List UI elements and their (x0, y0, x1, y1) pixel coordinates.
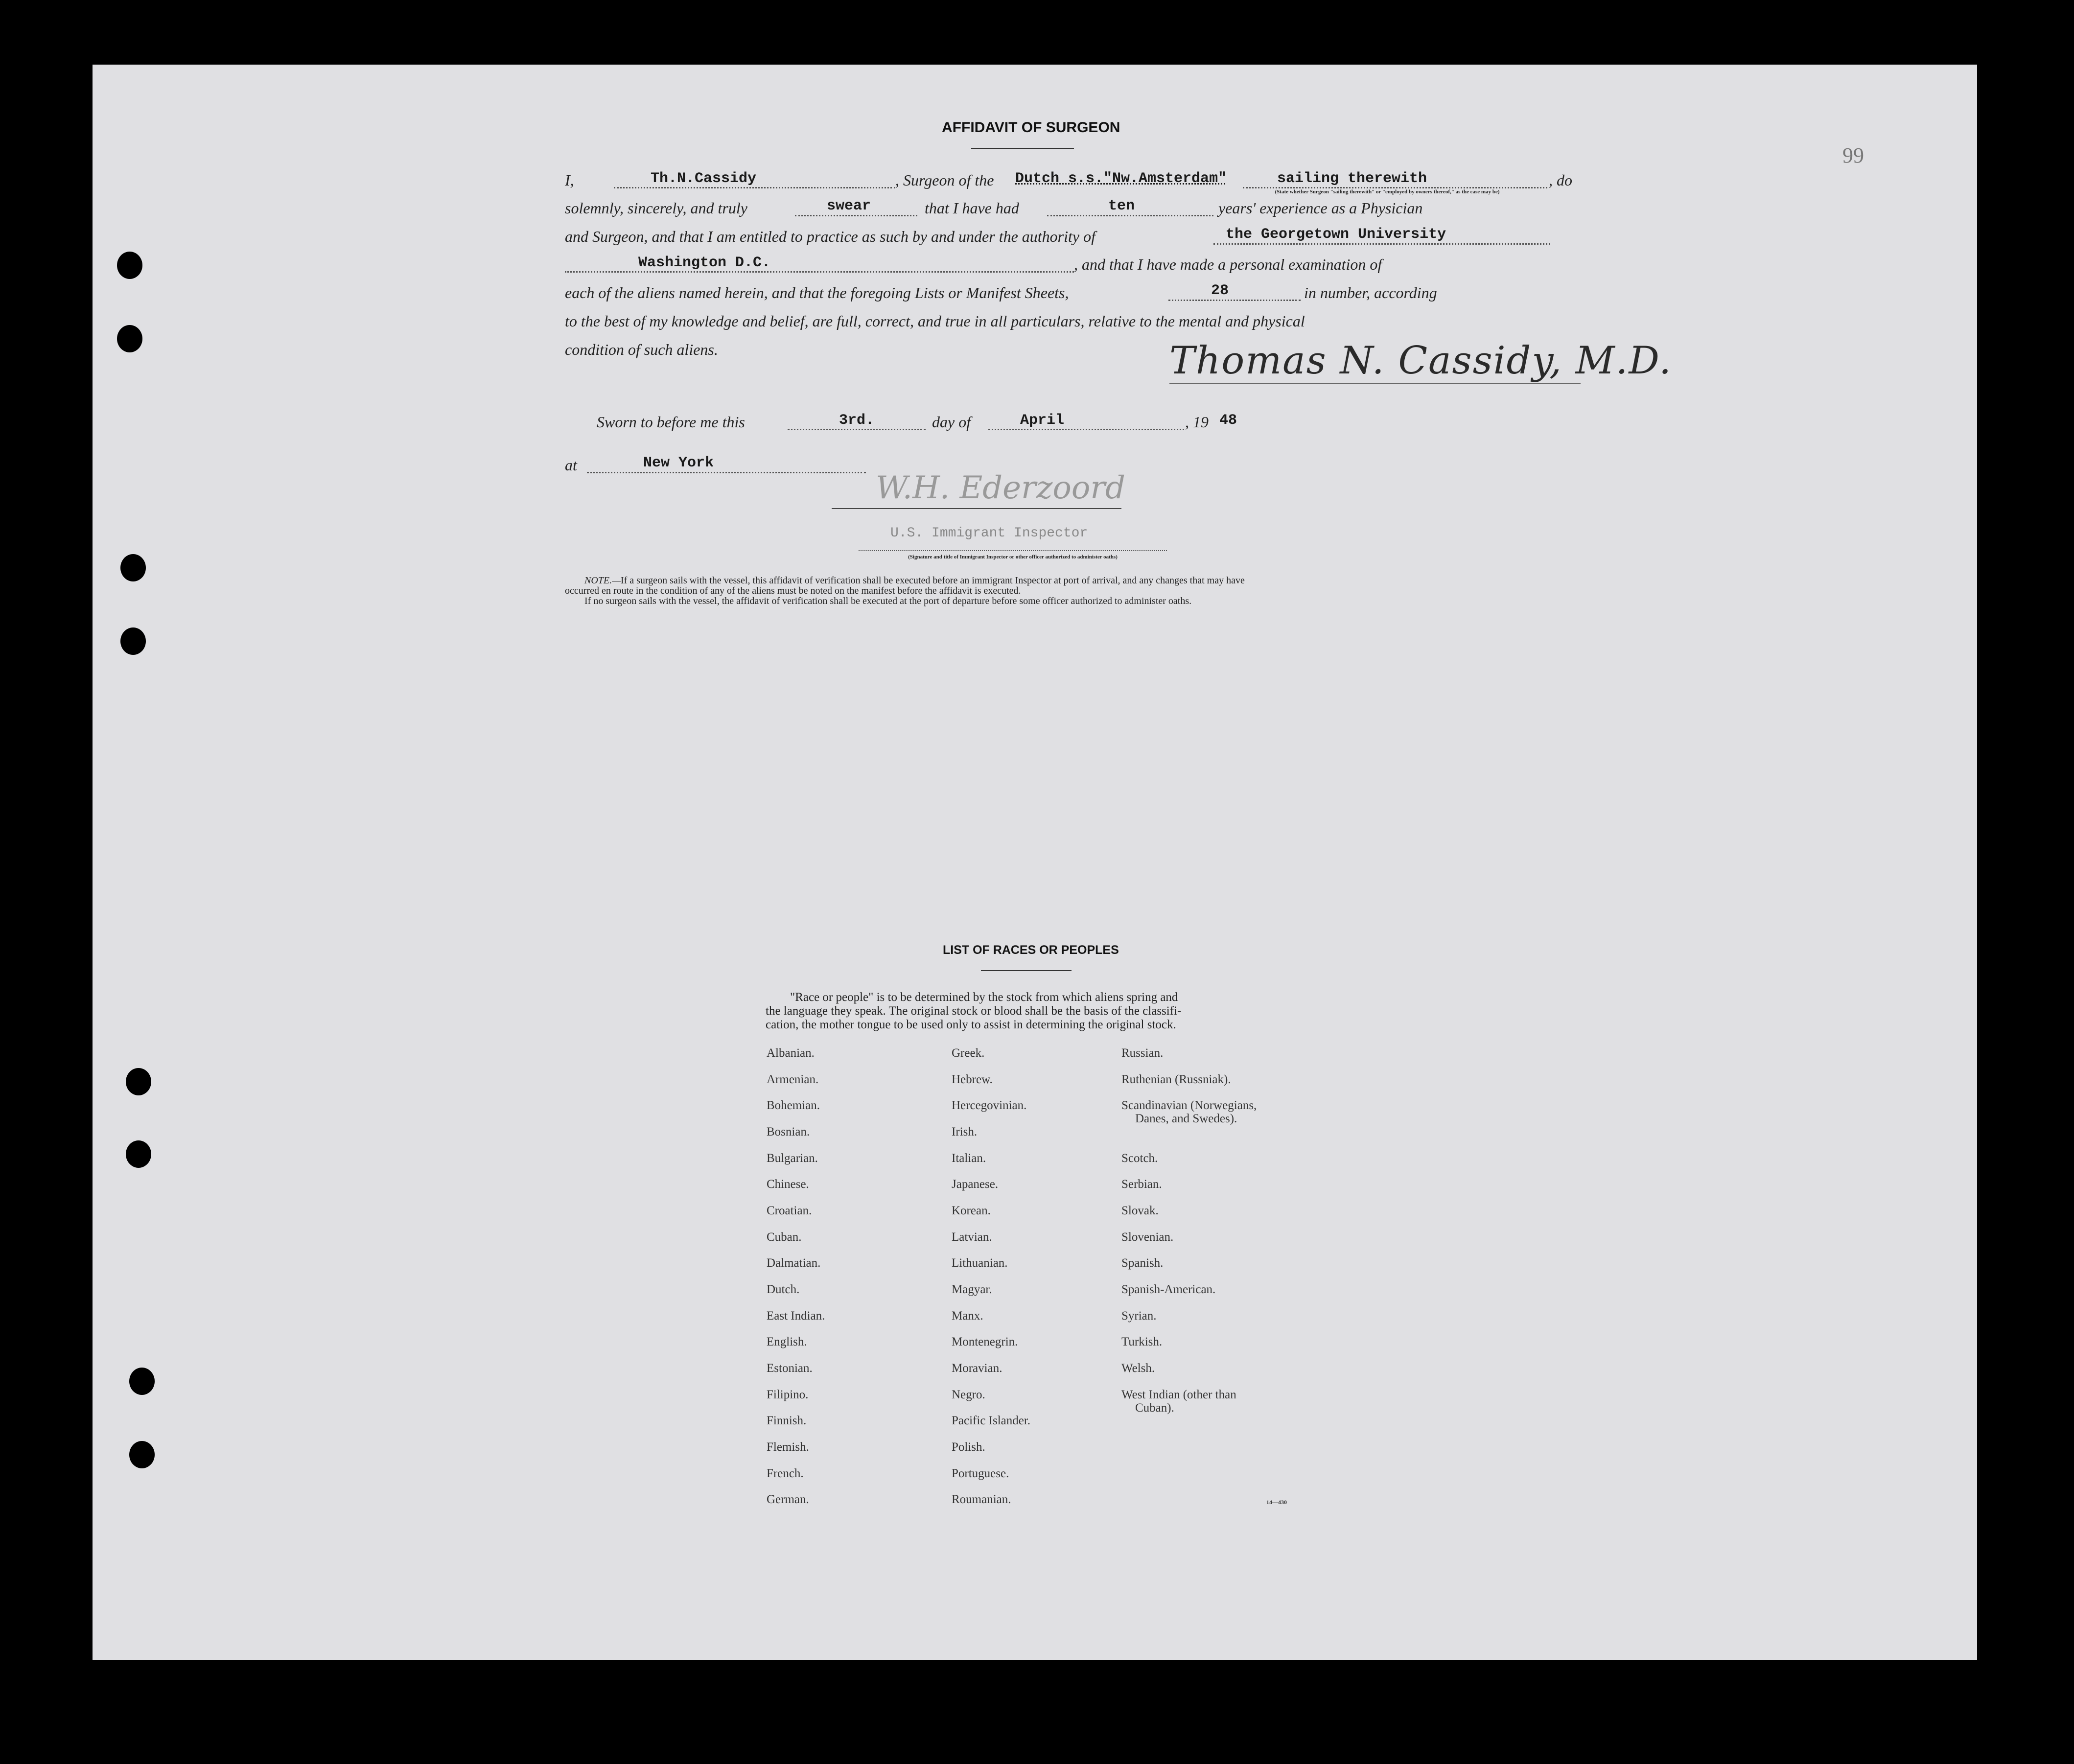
location: New York (643, 455, 714, 471)
note-line-3: If no surgeon sails with the vessel, the affidavit of verification shall be executed at the port of departure before some officer authorized to administer oaths. (584, 596, 1192, 606)
fill-line (1047, 215, 1213, 216)
punch-hole (126, 1068, 151, 1095)
race-item: English. (767, 1335, 807, 1348)
race-item: Portuguese. (952, 1467, 1009, 1480)
sworn-label: Sworn to before me this (597, 413, 745, 431)
races-intro-line-1: "Race or people" is to be determined by the stock from which aliens spring and (790, 991, 1178, 1004)
page-number: 99 (1842, 143, 1864, 167)
year-prefix: , 19 (1185, 413, 1209, 431)
do-label: , do (1549, 171, 1572, 189)
punch-hole (120, 554, 146, 581)
race-item: Croatian. (767, 1204, 812, 1217)
race-item: Montenegrin. (952, 1335, 1018, 1348)
race-item: Scotch. (1121, 1152, 1158, 1165)
line3-text: and Surgeon, and that I am entitled to practice as such by and under the authority of (565, 228, 1095, 245)
line5-end: in number, according (1304, 284, 1437, 302)
oath-word: swear (827, 198, 871, 214)
line5-start: each of the aliens named herein, and that the foregoing Lists or Manifest Sheets, (565, 284, 1069, 302)
fill-line (1168, 300, 1301, 301)
at-label: at (565, 456, 577, 474)
race-item: Lithuanian. (952, 1256, 1008, 1270)
punch-hole (117, 325, 142, 352)
races-intro-line-2: the language they speak. The original stock or blood shall be the basis of the classifi- (766, 1004, 1182, 1018)
race-item: Bohemian. (767, 1099, 820, 1112)
race-item: Hebrew. (952, 1073, 993, 1086)
race-item: Latvian. (952, 1230, 992, 1244)
race-item: West Indian (other than (1121, 1388, 1236, 1401)
punch-hole (129, 1441, 155, 1468)
fill-line (788, 429, 926, 430)
race-item: Italian. (952, 1152, 986, 1165)
line4-end: , and that I have made a personal examination of (1074, 255, 1382, 273)
fill-line (614, 187, 895, 188)
race-item: French. (767, 1467, 804, 1480)
authority: the Georgetown University (1226, 226, 1446, 243)
punch-hole (129, 1368, 155, 1395)
race-item: Bulgarian. (767, 1152, 818, 1165)
race-item: Chinese. (767, 1178, 809, 1191)
races-title-underline (981, 970, 1072, 971)
i-label: I, (565, 171, 574, 189)
race-item: Turkish. (1121, 1335, 1163, 1348)
race-item: Pacific Islander. (952, 1414, 1031, 1427)
authority-continued: Washington D.C. (638, 255, 771, 271)
form-number: 14—430 (1266, 1499, 1287, 1506)
years-experience: ten (1108, 198, 1135, 214)
fill-line (1243, 187, 1547, 188)
line7-text: condition of such aliens. (565, 341, 718, 358)
surgeon-capacity: sailing therewith (1277, 170, 1427, 187)
races-intro (766, 991, 1382, 1032)
race-item: East Indian. (767, 1309, 825, 1323)
race-item: Filipino. (767, 1388, 809, 1401)
line2-mid: that I have had (925, 199, 1019, 217)
ship-name: Dutch s.s."Nw.Amsterdam" (1015, 170, 1227, 187)
race-item: Cuban. (767, 1230, 802, 1244)
race-item: Japanese. (952, 1178, 999, 1191)
fill-line (587, 472, 866, 473)
capacity-note: (State whether Surgeon "sailing therewith" or "employed by owners thereof," as the case may be) (1275, 189, 1500, 195)
race-item: Hercegovinian. (952, 1099, 1027, 1112)
race-item: Moravian. (952, 1362, 1002, 1375)
sheets-count: 28 (1211, 282, 1229, 299)
race-item: Slovak. (1121, 1204, 1159, 1217)
inspector-note: (Signature and title of Immigrant Inspector or other officer authorized to administer oaths) (908, 554, 1118, 560)
races-intro-line-3: cation, the mother tongue to be used only to assist in determining the original stock. (766, 1018, 1176, 1031)
fill-line (565, 271, 1074, 273)
race-item: Roumanian. (952, 1493, 1011, 1506)
race-item: Bosnian. (767, 1125, 810, 1138)
surgeon-signature: Thomas N. Cassidy, M.D. (1169, 339, 1672, 383)
race-item: Ruthenian (Russniak). (1121, 1073, 1231, 1086)
fill-line (1213, 243, 1550, 245)
race-item: Slovenian. (1121, 1230, 1174, 1244)
fill-line (795, 215, 917, 216)
fill-line (988, 429, 1184, 430)
affidavit-title: AFFIDAVIT OF SURGEON (942, 119, 1120, 136)
inspector-signature-line (832, 508, 1121, 509)
signature-line (1169, 383, 1581, 384)
race-item: Dalmatian. (767, 1256, 821, 1270)
race-item: Estonian. (767, 1362, 813, 1375)
race-item: Scandinavian (Norwegians, (1121, 1099, 1257, 1112)
line2-end: years' experience as a Physician (1218, 199, 1423, 217)
race-item: Manx. (952, 1309, 983, 1323)
race-item: Spanish. (1121, 1256, 1164, 1270)
line2-start: solemnly, sincerely, and truly (565, 199, 747, 217)
note-lead: NOTE.— (584, 575, 621, 586)
race-item: Irish. (952, 1125, 978, 1138)
fill-line (859, 550, 1167, 551)
race-item: Welsh. (1121, 1362, 1155, 1375)
race-item: Negro. (952, 1388, 985, 1401)
race-item: Flemish. (767, 1440, 809, 1454)
race-item: Dutch. (767, 1283, 800, 1296)
punch-hole (120, 627, 146, 655)
surgeon-of-label: , Surgeon of the (895, 171, 994, 189)
race-item-continued: Danes, and Swedes). (1135, 1112, 1237, 1125)
race-item: Magyar. (952, 1283, 992, 1296)
races-title: LIST OF RACES OR PEOPLES (943, 943, 1119, 957)
race-item: Serbian. (1121, 1178, 1162, 1191)
punch-hole (126, 1140, 151, 1168)
race-item: Polish. (952, 1440, 985, 1454)
race-item: Armenian. (767, 1073, 819, 1086)
note-line-2: occurred en route in the condition of any of the aliens must be noted on the manifest before the affidavit is executed. (565, 585, 1021, 596)
inspector-signature: W.H. Ederzoord (876, 470, 1125, 506)
race-item: Greek. (952, 1046, 985, 1060)
race-item: Russian. (1121, 1046, 1164, 1060)
race-item: Syrian. (1121, 1309, 1157, 1323)
race-item: Finnish. (767, 1414, 807, 1427)
day-of-label: day of (932, 413, 971, 431)
race-item: German. (767, 1493, 809, 1506)
year-suffix: 48 (1219, 412, 1237, 429)
surgeon-name: Th.N.Cassidy (651, 170, 757, 187)
race-item: Korean. (952, 1204, 991, 1217)
note-block (565, 576, 1581, 606)
inspector-title: U.S. Immigrant Inspector (890, 526, 1088, 541)
race-item-continued: Cuban). (1135, 1401, 1174, 1415)
note-line-1 (565, 576, 1581, 586)
title-underline (971, 148, 1074, 149)
race-item: Spanish-American. (1121, 1283, 1216, 1296)
race-item: Albanian. (767, 1046, 815, 1060)
note-line-1-text: If a surgeon sails with the vessel, this affidavit of verification shall be executed before an immigrant Inspector at port of arrival, and any changes that may have (620, 575, 1245, 586)
sworn-month: April (1020, 412, 1065, 429)
sworn-day: 3rd. (839, 412, 875, 429)
document-page (93, 65, 1977, 1660)
line6-text: to the best of my knowledge and belief, are full, correct, and true in all particulars, relative to the mental and physical (565, 312, 1305, 330)
punch-hole (117, 252, 142, 279)
